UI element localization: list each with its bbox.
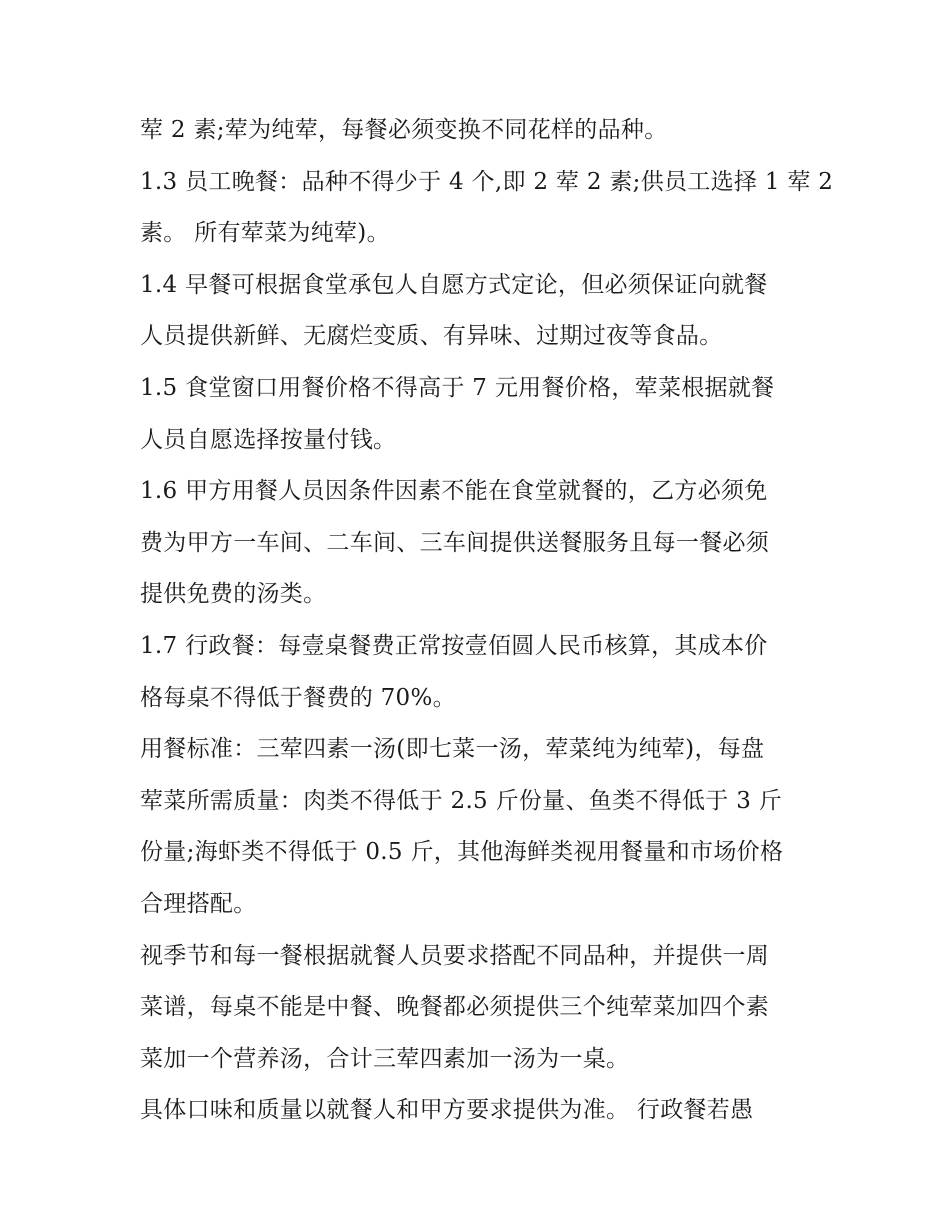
text-line: 1.4 早餐可根据食堂承包人自愿方式定论，但必须保证向就餐 <box>140 271 768 298</box>
text-line: 人员提供新鲜、无腐烂变质、有异味、过期过夜等食品。 <box>140 323 723 350</box>
text-line: 份量;海虾类不得低于 0.5 斤，其他海鲜类视用餐量和市场价格 <box>140 839 784 866</box>
text-line: 1.5 食堂窗口用餐价格不得高于 7 元用餐价格，荤菜根据就餐 <box>140 374 775 401</box>
text-line: 合理搭配。 <box>140 890 257 917</box>
text-line: 1.3 员工晚餐：品种不得少于 4 个,即 2 荤 2 素;供员工选择 1 荤 2 <box>140 168 834 195</box>
text-line: 提供免费的汤类。 <box>140 581 327 608</box>
text-line: 素。 所有荤菜为纯荤)。 <box>140 220 390 247</box>
document-body <box>140 105 834 1137</box>
text-line: 荤 2 素;荤为纯荤，每餐必须变换不同花样的品种。 <box>140 117 668 143</box>
text-line: 视季节和每一餐根据就餐人员要求搭配不同品种，并提供一周 <box>140 942 770 969</box>
text-line: 人员自愿选择按量付钱。 <box>140 426 397 453</box>
text-line: 菜加一个营养汤，合计三荤四素加一汤为一桌。 <box>140 1045 630 1072</box>
text-line: 1.7 行政餐：每壹桌餐费正常按壹佰圆人民币核算，其成本价 <box>140 632 768 659</box>
text-line: 菜谱，每桌不能是中餐、晚餐都必须提供三个纯荤菜加四个素 <box>140 994 770 1021</box>
text-line: 具体口味和质量以就餐人和甲方要求提供为准。 行政餐若愚 <box>140 1097 754 1124</box>
text-line: 格每桌不得低于餐费的 70%。 <box>140 684 456 711</box>
text-line: 用餐标准：三荤四素一汤(即七菜一汤，荤菜纯为纯荤)，每盘 <box>140 736 765 763</box>
text-line: 费为甲方一车间、二车间、三车间提供送餐服务且每一餐必须 <box>140 529 770 556</box>
text-line: 荤菜所需质量：肉类不得低于 2.5 斤份量、鱼类不得低于 3 斤 <box>140 787 783 814</box>
text-line: 1.6 甲方用餐人员因条件因素不能在食堂就餐的，乙方必须免 <box>140 478 768 505</box>
